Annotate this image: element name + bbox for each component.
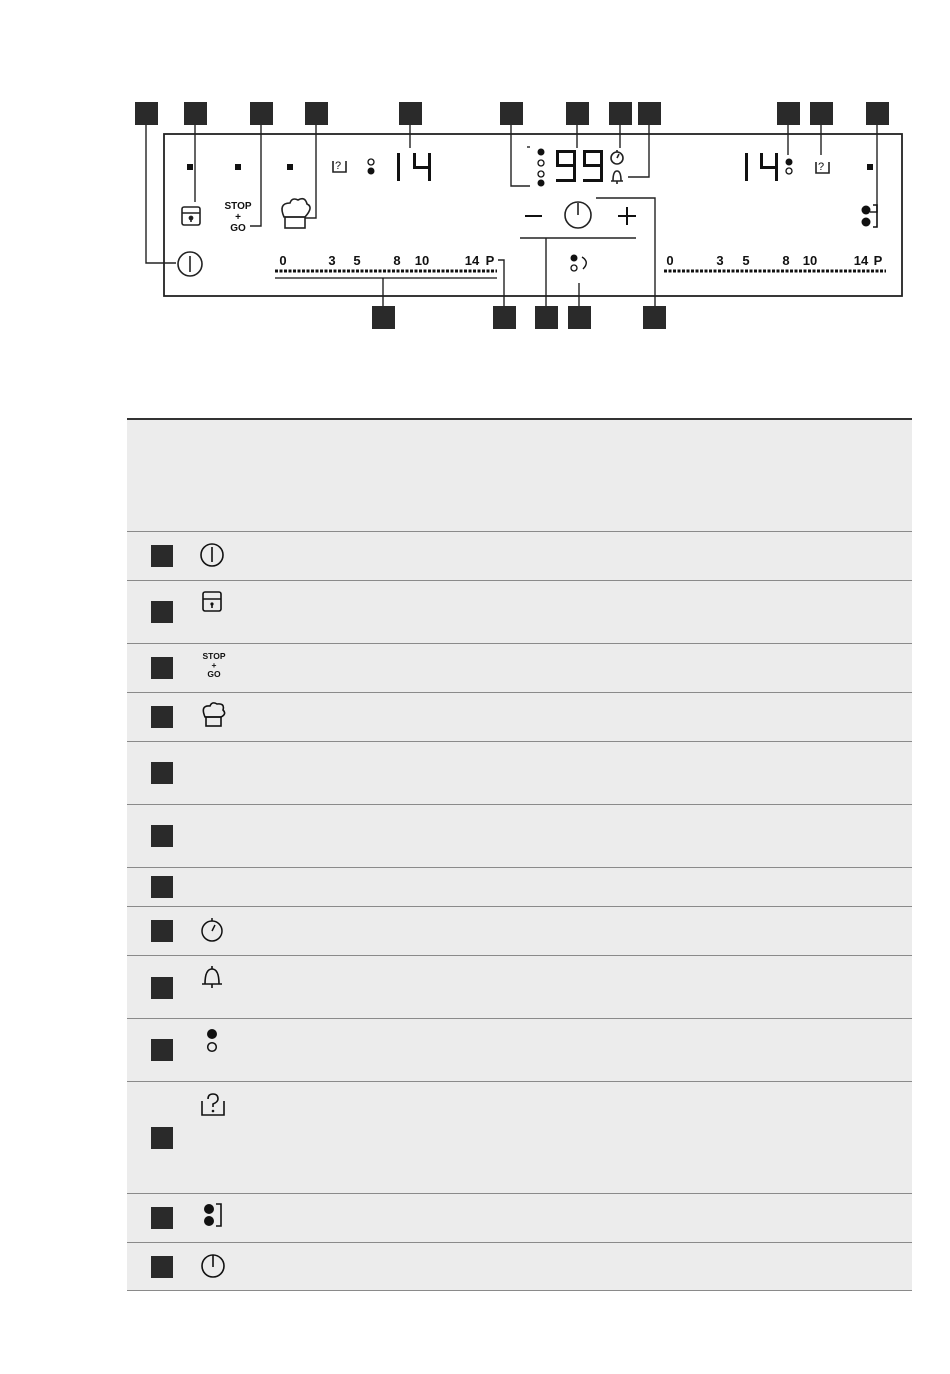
- svg-text:10: 10: [802, 253, 818, 268]
- zone-indicator-icon: [199, 1028, 225, 1054]
- svg-text:0: 0: [279, 253, 287, 268]
- zone-position-indicators: [538, 149, 545, 187]
- timer-icon: [199, 916, 225, 944]
- row-badge: [151, 977, 173, 999]
- timer-control-icon[interactable]: [565, 202, 591, 228]
- callout-badge: [609, 102, 632, 125]
- callout-badge: [643, 306, 666, 329]
- callout-badge: [638, 102, 661, 125]
- bell-icon: [199, 964, 225, 990]
- svg-text:0: 0: [666, 253, 674, 268]
- callout-badge: [305, 102, 328, 125]
- row-badge: [151, 657, 173, 679]
- lock-icon: [199, 589, 225, 615]
- row-badge: [151, 1127, 173, 1149]
- right-power-slider[interactable]: [664, 253, 886, 271]
- row-badge: [151, 1039, 173, 1061]
- table-header: [127, 420, 912, 531]
- row-badge: [151, 876, 173, 898]
- stop-go-button[interactable]: [224, 201, 251, 234]
- callout-badge: [810, 102, 833, 125]
- callout-badges-bottom: [372, 306, 666, 329]
- row-badge: [151, 545, 173, 567]
- recall-icon[interactable]: [571, 255, 587, 272]
- svg-text:+: +: [235, 212, 241, 223]
- hob2hood-icon[interactable]: [816, 161, 829, 173]
- callout-badge: [184, 102, 207, 125]
- svg-text:STOP: STOP: [202, 651, 226, 661]
- svg-text:10: 10: [414, 253, 430, 268]
- callout-badge: [372, 306, 395, 329]
- slider-scale-labels: [279, 253, 494, 268]
- row-badge: [151, 762, 173, 784]
- callout-badge: [500, 102, 523, 125]
- callout-badge: [535, 306, 558, 329]
- timer-control-icon: [199, 1252, 227, 1280]
- table-row: [127, 580, 912, 643]
- row-badge: [151, 1256, 173, 1278]
- bridge-icon: [199, 1203, 227, 1231]
- svg-text:P: P: [485, 253, 495, 268]
- svg-text:8: 8: [393, 253, 401, 268]
- svg-text:3: 3: [328, 253, 336, 268]
- leader-lines: [146, 125, 877, 306]
- table-row: [127, 1018, 912, 1081]
- slider-scale-labels: [666, 253, 882, 268]
- table-row: [127, 1193, 912, 1242]
- callout-badge: [568, 306, 591, 329]
- hob2hood-icon[interactable]: [333, 160, 346, 172]
- timer-display: [556, 150, 603, 182]
- table-row: [127, 1242, 912, 1291]
- row-badge: [151, 825, 173, 847]
- stop-go-icon: [197, 650, 231, 682]
- callout-badge: [866, 102, 889, 125]
- table-row: [127, 955, 912, 1018]
- svg-text:+: +: [211, 660, 217, 670]
- svg-text:5: 5: [742, 253, 750, 268]
- svg-text:GO: GO: [230, 223, 246, 234]
- svg-text:14: 14: [464, 253, 480, 268]
- svg-text:14: 14: [853, 253, 869, 268]
- table-row: [127, 804, 912, 867]
- chef-hat-icon[interactable]: [282, 199, 310, 228]
- svg-text:P: P: [873, 253, 883, 268]
- hob2hood-icon: [199, 1091, 227, 1119]
- svg-text:5: 5: [353, 253, 361, 268]
- lock-icon[interactable]: [182, 207, 200, 225]
- callout-badge: [777, 102, 800, 125]
- callout-badge: [250, 102, 273, 125]
- svg-text:?: ?: [818, 161, 825, 173]
- timer-icon: [611, 150, 623, 164]
- table-row: [127, 741, 912, 804]
- callout-badges-top: [135, 102, 889, 125]
- svg-text:STOP: STOP: [224, 201, 252, 212]
- zone-indicator-icon: [786, 159, 793, 175]
- svg-text:3: 3: [716, 253, 724, 268]
- svg-text:?: ?: [335, 160, 342, 172]
- row-badge: [151, 920, 173, 942]
- table-row: [127, 1081, 912, 1193]
- table-row: [127, 906, 912, 955]
- callout-badge: [135, 102, 158, 125]
- bell-icon: [611, 171, 623, 184]
- row-badge: [151, 601, 173, 623]
- control-panel-diagram: [0, 0, 950, 360]
- callout-badge: [566, 102, 589, 125]
- power-icon[interactable]: [178, 252, 202, 276]
- bridge-icon[interactable]: [862, 205, 878, 227]
- table-bottom-rule: [127, 1290, 912, 1291]
- left-heat-display: [397, 153, 431, 181]
- left-power-slider[interactable]: [275, 253, 497, 278]
- power-icon: [199, 542, 225, 568]
- svg-text:8: 8: [782, 253, 790, 268]
- row-badge: [151, 1207, 173, 1229]
- zone-indicator-icon: [368, 159, 375, 175]
- table-row: [127, 531, 912, 580]
- plus-button[interactable]: [618, 207, 636, 225]
- table-row: [127, 867, 912, 906]
- callout-badge: [399, 102, 422, 125]
- table-row: [127, 692, 912, 741]
- callout-badge: [493, 306, 516, 329]
- row-badge: [151, 706, 173, 728]
- svg-text:GO: GO: [207, 669, 221, 679]
- chef-hat-icon: [199, 702, 227, 730]
- table-row: [127, 643, 912, 692]
- right-heat-display: [745, 153, 778, 181]
